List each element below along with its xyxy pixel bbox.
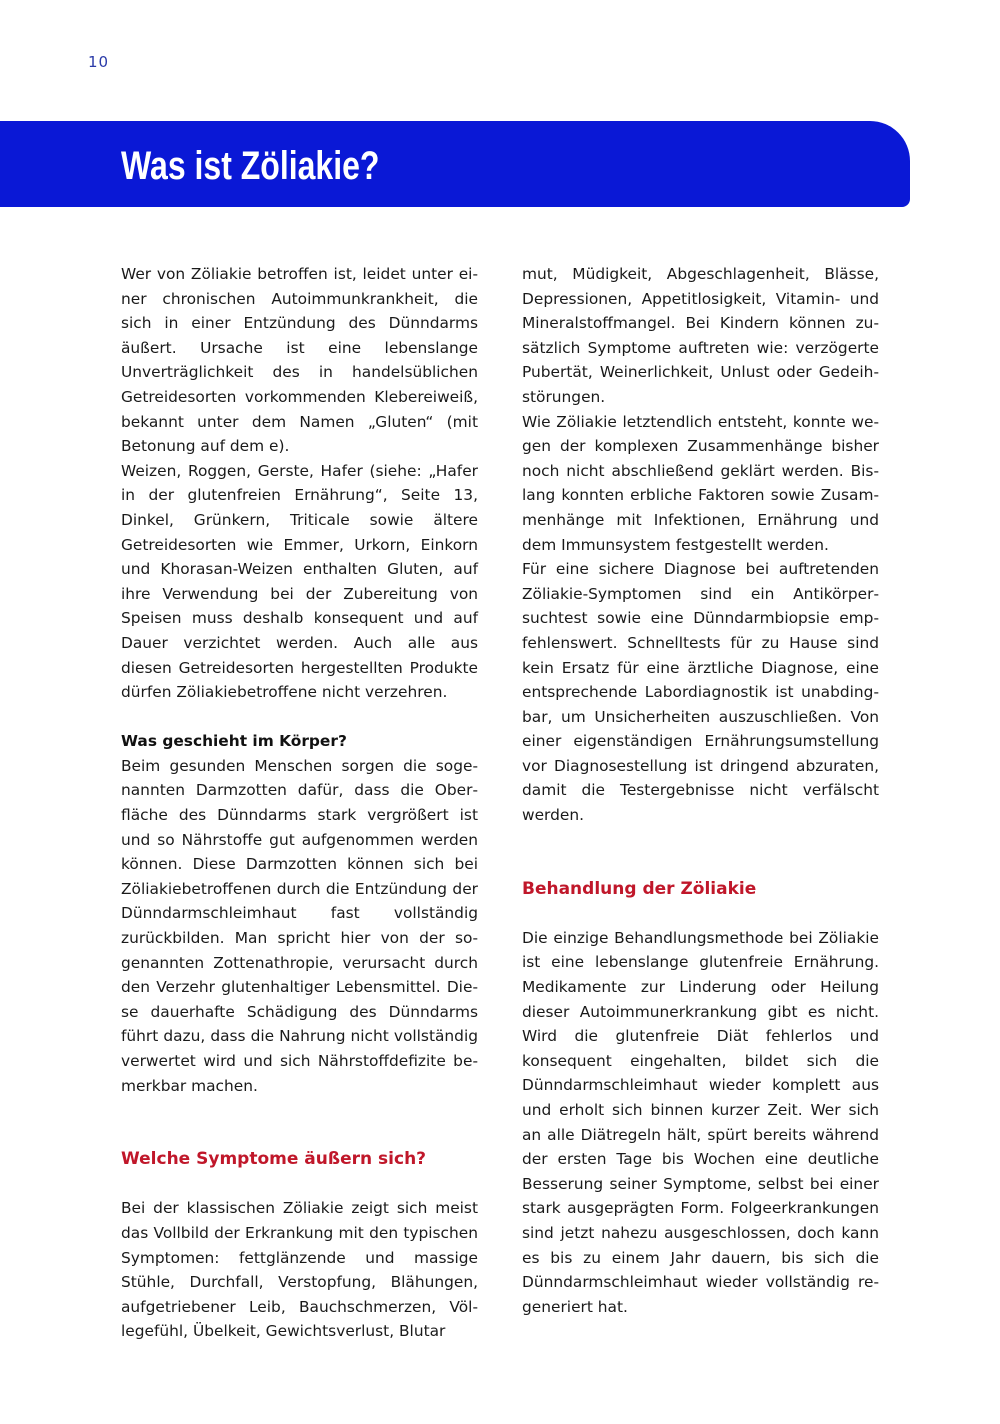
symptoms-paragraph-end: mut, Müdigkeit, Abgeschlagenheit, Blässe, Depressionen, Appetitlosigkeit, Vitamin- und Mineralstoffmangel. Bei Kindern können zusätzlich Symptome auftreten wie: verzögerte Pubertät, Weinerlichkeit, Unlust oder Gedeihstörungen. [522, 265, 879, 406]
treatment-heading: Behandlung der Zöliakie [522, 878, 757, 899]
page-number: 10 [88, 53, 110, 71]
page-title: Was ist Zöliakie? [121, 144, 380, 188]
intro-paragraph: Wer von Zöliakie betroffen ist, leidet unter einer chronischen Autoimmunkrankheit, die sich in einer Entzündung des Dünndarms äußert. Ursache ist eine lebenslange Unverträglichkeit des in handelsüblichen Getreidesorten vorkommenden Klebereiweiß, bekannt unter dem Namen „Gluten“ (mit Betonung auf dem e). [121, 265, 478, 456]
spacer [522, 901, 879, 926]
right-column [522, 262, 879, 1319]
origin-paragraph: Wie Zöliakie letztendlich entsteht, konnte wegen der komplexen Zusammenhänge bisher noch nicht abschließend geklärt werden. Bislang konnten erbliche Faktoren sowie Zusammenhänge mit Infektionen, Ernährung und dem Immunsystem festgestellt werden. [522, 412, 879, 554]
spacer [121, 705, 478, 730]
spacer [121, 1172, 478, 1197]
spacer [121, 1098, 478, 1147]
left-column [121, 262, 478, 1344]
body-paragraph: Beim gesunden Menschen sorgen die sogenannten Darmzotten dafür, dass die Oberfläche des Dünndarms stark vergrößert ist und so Nährstoffe gut aufgenommen werden können. Diese Darmzotten können sich bei Zöliakiebetroffenen durch die Entzündung der Dünndarmschleimhaut fast vollständig zurückbilden. Man spricht hier von der sogenannten Zottenathropie, verursacht durch den Verzehr glutenhaltiger Lebensmittel. Diese dauerhafte Schädigung des Dünndarms führt dazu, dass die Nahrung nicht vollständig verwertet wird und sich Nährstoffdefizite bemerkbar machen. [121, 756, 478, 1095]
grains-paragraph: Weizen, Roggen, Gerste, Hafer (siehe: „Hafer in der glutenfreien Ernährung“, Seite 13, Dinkel, Grünkern, Triticale sowie ältere Getreidesorten wie Emmer, Urkorn, Einkorn und Khorasan-Weizen enthalten Gluten, auf ihre Verwendung bei der Zubereitung von Speisen muss deshalb konsequent und auf Dauer verzichtet werden. Auch alle aus diesen Getreidesorten hergestellten Produkte dürfen Zöliakiebetroffene nicht verzehren. [121, 461, 478, 702]
spacer [522, 828, 879, 877]
diagnosis-paragraph: Für eine sichere Diagnose bei auftretenden Zöliakie-Symptomen sind ein Antikörpersuchtest sowie eine Dünndarmbiopsie empfehlenswert. Schnelltests für zu Hause sind kein Ersatz für eine ärztliche Diagnose, eine entsprechende Labordiagnostik ist unabdingbar, um Unsicherheiten auszuschließen. Von einer eigenständigen Ernährungsumstellung vor Diagnosestellung ist dringend abzuraten, damit die Testergebnisse nicht verfälscht werden. [522, 560, 879, 825]
symptoms-heading: Welche Symptome äußern sich? [121, 1149, 427, 1170]
body-subheading: Was geschieht im Körper? [121, 732, 347, 751]
treatment-paragraph: Die einzige Behandlungsmethode bei Zöliakie ist eine lebenslange glutenfreie Ernährung. Medikamente zur Linderung oder Heilung dieser Autoimmunerkrankung gibt es nicht. Wird die glutenfreie Diät fehlerlos und konsequent eingehalten, bildet sich die Dünndarmschleimhaut wieder komplett aus und erholt sich binnen kurzer Zeit. Wer sich an alle Diätregeln hält, spürt bereits während der ersten Tage bis Wochen eine deutliche Besserung seiner Symptome, selbst bei einer stark ausgeprägten Form. Folgeerkrankungen sind jetzt nahezu ausgeschlossen, doch kann es bis zu einem Jahr dauern, bis sich die Dünndarmschleimhaut wieder vollständig regeneriert hat. [522, 928, 879, 1316]
symptoms-paragraph-start: Bei der klassischen Zöliakie zeigt sich meist das Vollbild der Erkrankung mit den typischen Symptomen: fettglänzende und massige Stühle, Durchfall, Verstopfung, Blähungen, aufgetriebener Leib, Bauchschmerzen, Völlegefühl, Übelkeit, Gewichtsverlust, Blutar [121, 1199, 478, 1341]
